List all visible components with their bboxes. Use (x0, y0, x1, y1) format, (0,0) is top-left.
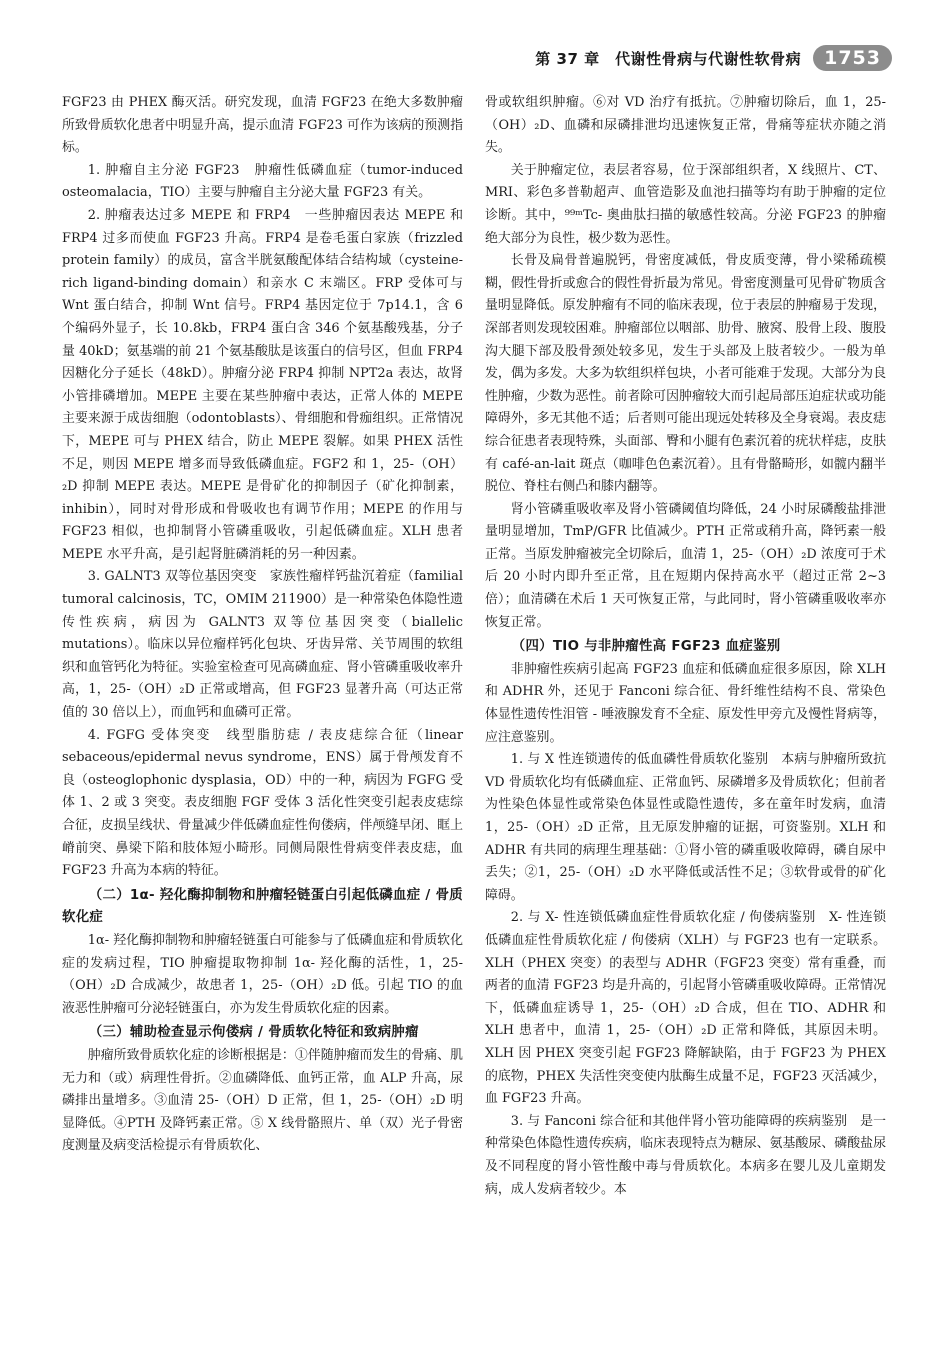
paragraph: FGF23 由 PHEX 酶灭活。研究发现，血清 FGF23 在绝大多数肿瘤所致骨质软化患者中明显升高，提示血清 FGF23 可作为该病的预测指标。 (62, 95, 463, 156)
chapter-title: 第 37 章 代谢性骨病与代谢性软骨病 (535, 49, 802, 68)
section-heading: （三）辅助检查显示佝偻病 / 骨质软化特征和致病肿瘤 (88, 1025, 419, 1041)
right-column (485, 92, 886, 1201)
paragraph: 4. FGFG 受体突变 线型脂肪痣 / 表皮痣综合征（linear sebaceous/epidermal nevus syndrome，ENS）属于骨颅发育不良（osteoglophonic dysplasia，OD）中的一种，病因为 FGFG 受体 1、2 或 3 突变。表皮细胞 FGF 受体 3 活化性突变引起表皮痣综合征，皮损呈线状、骨量减少伴低磷血症性佝偻病，伴颅缝早闭、眶上嵴前突、鼻梁下陷和肢体短小畸形。同侧局限性骨病变伴表皮痣，血 FGF23 升高为本病的特征。 (62, 727, 463, 879)
paragraph: 3. GALNT3 双等位基因突变 家族性瘤样钙盐沉着症（familial tumoral calcinosis，TC，OMIM 211900）是一种常染色体隐性遗传性疾病，病因为 GALNT3 双等位基因突变（biallelic mutations）。临床以异位瘤样钙化包块、牙齿异常、关节周围的软组织和血管钙化为特征。实验室检查可见高磷血症、肾小管磷重吸收率升高，1，25-（OH）₂D 正常或增高，但 FGF23 显著升高（可达正常值的 30 倍以上），而血钙和血磷可正常。 (62, 569, 463, 721)
paragraph: 肿瘤所致骨质软化症的诊断根据是：①伴随肿瘤而发生的骨痛、肌无力和（或）病理性骨折。②血磷降低、血钙正常，血 ALP 升高，尿磷排出量增多。③血清 25-（OH）D 正常，但 1，25-（OH）₂D 明显降低。④PTH 及降钙素正常。⑤ X 线骨骼照片、单（双）光子骨密度测量及病变活检提示有骨质软化、 (62, 1047, 463, 1154)
paragraph: 3. 与 Fanconi 综合征和其他伴肾小管功能障碍的疾病鉴别 是一种常染色体隐性遗传疾病，临床表现特点为糖尿、氨基酸尿、磷酸盐尿及不同程度的肾小管性酸中毒与骨质软化。本病多在婴儿及儿童期发病，成人发病者较少。本 (485, 1113, 886, 1197)
paragraph: 长骨及扁骨普遍脱钙，骨密度减低，骨皮质变薄，骨小梁稀疏模糊，假性骨折或愈合的假性骨折最为常见。骨密度测量可见骨矿物质含量明显降低。原发肿瘤有不同的临床表现，位于表层的肿瘤易于发现，深部者则发现较困难。肿瘤部位以咽部、肋骨、腋窝、股骨上段、腹股沟大腿下部及股骨颈处较多见，发生于头部及上肢者较少。一般为单发，偶为多发。大多为软组织样包块，小者可能难于发现。大部分为良性肿瘤，少数为恶性。前者除可因肿瘤较大而引起局部压迫症状或功能障碍外，多无其他不适；后者则可能出现远处转移及全身衰竭。表皮痣综合征患者表现特殊，头面部、臀和小腿有色素沉着的疣状样痣，皮肤有 café-an-lait 斑点（咖啡色色素沉着）。且有骨骼畸形，如髋内翻半脱位、脊柱右侧凸和膝内翻等。 (485, 253, 886, 495)
section-heading: （二）1α- 羟化酶抑制物和肿瘤轻链蛋白引起低磷血症 / 骨质软化症 (62, 887, 463, 926)
paragraph: 2. 与 X- 性连锁低磷血症性骨质软化症 / 佝偻病鉴别 X- 性连锁低磷血症性骨质软化症 / 佝偻病（XLH）与 FGF23 也有一定联系。XLH（PHEX 突变）的表型与 ADHR（FGF23 突变）常有重叠，而两者的血清 FGF23 均是升高的，引起肾小管磷重吸收障碍。正常情况下，低磷血症诱导 1，25-（OH）₂D 合成，但在 TIO、ADHR 和 XLH 患者中，血清 1，25-（OH）₂D 正常和降低，其原因未明。XLH 因 PHEX 突变引起 FGF23 降解缺陷，由于 FGF23 为 PHEX 的底物，PHEX 失活性突变使内肽酶生成量不足，FGF23 灭活减少，血 FGF23 升高。 (485, 910, 886, 1107)
page-number: 1753 (813, 45, 892, 71)
paragraph: 非肿瘤性疾病引起高 FGF23 血症和低磷血症很多原因，除 XLH 和 ADHR 外，还见于 Fanconi 综合征、骨纤维性结构不良、常染色体显性遗传性泪管 - 唾液腺发育不全症、原发性甲旁亢及慢性肾病等，应注意鉴别。 (485, 661, 886, 745)
left-column (62, 92, 463, 1158)
paragraph: 1. 与 X 性连锁遗传的低血磷性骨质软化鉴别 本病与肿瘤所致抗 VD 骨质软化均有低磷血症、正常血钙、尿磷增多及骨质软化；但前者为性染色体显性或常染色体显性或隐性遗传，多在童年时发病，血清 1，25-（OH）₂D 正常，且无原发肿瘤的证据，可资鉴别。XLH 和 ADHR 有共同的病理生理基础：①肾小管的磷重吸收障碍，磷自尿中丢失；②1，25-（OH）₂D 水平降低或活性不足；③软骨或骨的矿化障碍。 (485, 752, 886, 903)
paragraph: 1α- 羟化酶抑制物和肿瘤轻链蛋白可能参与了低磷血症和骨质软化症的发病过程，TIO 肿瘤提取物抑制 1α- 羟化酶的活性，1，25-（OH）₂D 合成减少，故患者 1，25-（OH）₂D 低。引起 TIO 的血液恶性肿瘤可分泌轻链蛋白，亦为发生骨质软化症的因素。 (62, 932, 463, 1016)
paragraph: 骨或软组织肿瘤。⑥对 VD 治疗有抵抗。⑦肿瘤切除后，血 1，25-（OH）₂D、血磷和尿磷排泄均迅速恢复正常，骨痛等症状亦随之消失。 (485, 95, 886, 156)
paragraph: 肾小管磷重吸收率及肾小管磷阈值均降低，24 小时尿磷酸盐排泄量明显增加，TmP/GFR 比值减少。PTH 正常或稍升高，降钙素一般正常。当原发肿瘤被完全切除后，血清 1，25-（OH）₂D 浓度可于术后 20 小时内即升至正常，且在短期内保持高水平（超过正常 2~3 倍）；血清磷在术后 1 天可恢复正常，与此同时，肾小管磷重吸收率亦恢复正常。 (485, 501, 886, 630)
paragraph: 1. 肿瘤自主分泌 FGF23 肿瘤性低磷血症（tumor-induced osteomalacia，TIO）主要与肿瘤自主分泌大量 FGF23 有关。 (62, 162, 463, 201)
paragraph: 关于肿瘤定位，表层者容易，位于深部组织者，X 线照片、CT、MRI、彩色多普勒超声、血管造影及血池扫描等均有助于肿瘤的定位诊断。其中，⁹⁹ᵐTc- 奥曲肽扫描的敏感性较高。分泌 FGF23 的肿瘤绝大部分为良性，极少数为恶性。 (485, 162, 886, 246)
page-header (60, 36, 892, 80)
section-heading: （四）TIO 与非肿瘤性高 FGF23 血症鉴别 (511, 639, 781, 655)
paragraph: 2. 肿瘤表达过多 MEPE 和 FRP4 一些肿瘤因表达 MEPE 和 FRP4 过多而使血 FGF23 升高。FRP4 是卷毛蛋白家族（frizzled protein family）的成员，富含半胱氨酸配体结合结构域（cysteine-rich ligand-binding domain）和亲水 C 末端区。FRP 受体可与 Wnt 蛋白结合，抑制 Wnt 信号。FRP4 基因定位于 7p14.1，含 6 个编码外显子，长 10.8kb，FRP4 蛋白含 346 个氨基酸残基，分子量 40kD；氨基端的前 21 个氨基酸肽是该蛋白的信号区，但血 FRP4 因糖化分子延长（48kD）。肿瘤分泌 FRP4 抑制 NPT2a 表达，故肾小管排磷增加。MEPE 主要在某些肿瘤中表达，正常人体的 MEPE 主要来源于成齿细胞（odontoblasts）、骨细胞和骨痂组织。正常情况下，MEPE 可与 PHEX 结合，防止 MEPE 裂解。如果 PHEX 活性不足，则因 MEPE 增多而导致低磷血症。FGF2 和 1，25-（OH）₂D 抑制 MEPE 表达。MEPE 是骨矿化的抑制因子（矿化抑制素，inhibin），同时对骨形成和骨吸收也有调节作用；MEPE 的作用与 FGF23 相似，也抑制肾小管磷重吸收，引起低磷血症。XLH 患者 MEPE 水平升高，是引起肾脏磷消耗的另一种因素。 (62, 207, 463, 562)
